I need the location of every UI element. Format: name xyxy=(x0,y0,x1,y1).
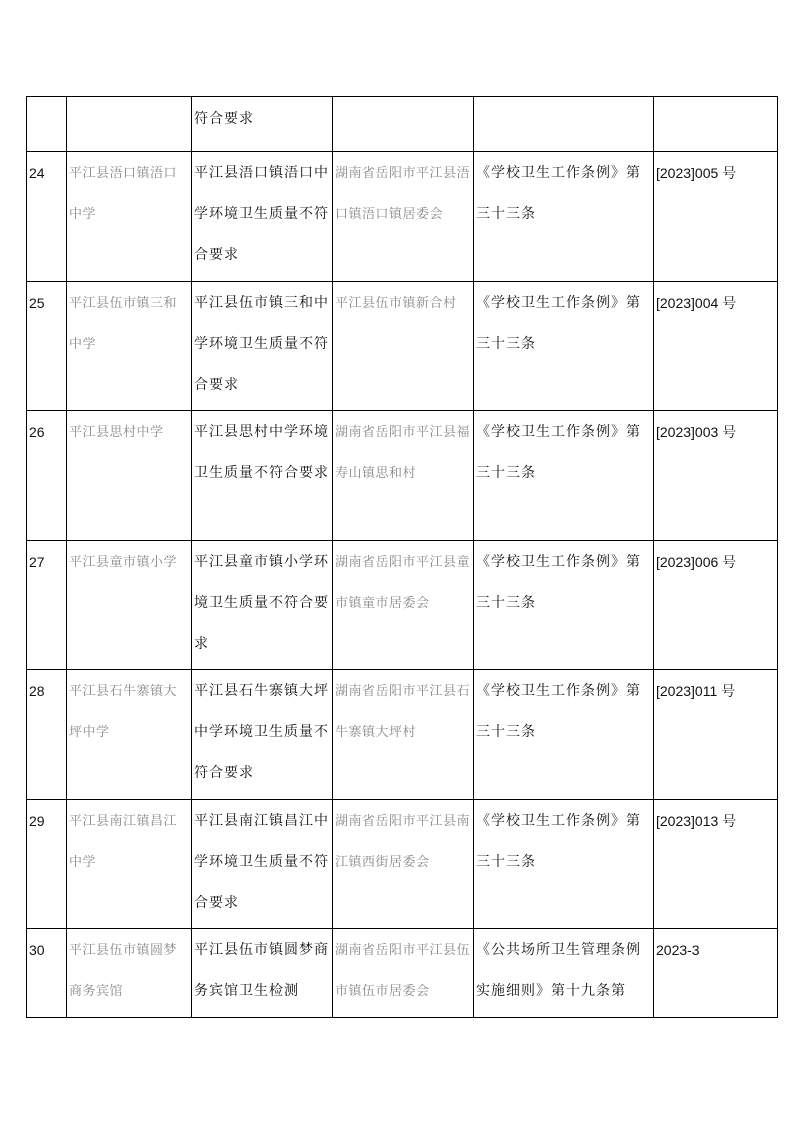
cell-address xyxy=(333,97,474,152)
cell-basis: 《学校卫生工作条例》第三十三条 xyxy=(474,411,654,541)
cell-address: 湖南省岳阳市平江县伍市镇伍市居委会 xyxy=(333,929,474,1018)
cell-doc: [2023]006 号 xyxy=(654,541,778,670)
cell-issue: 符合要求 xyxy=(192,97,333,152)
cell-name: 平江县石牛寨镇大坪中学 xyxy=(67,670,192,800)
cell-address: 湖南省岳阳市平江县福寿山镇思和村 xyxy=(333,411,474,541)
cell-address: 湖南省岳阳市平江县石牛寨镇大坪村 xyxy=(333,670,474,800)
cell-issue: 平江县南江镇昌江中学环境卫生质量不符合要求 xyxy=(192,800,333,929)
cell-doc: [2023]005 号 xyxy=(654,152,778,282)
cell-name: 平江县童市镇小学 xyxy=(67,541,192,670)
cell-name xyxy=(67,97,192,152)
cell-doc: [2023]003 号 xyxy=(654,411,778,541)
table-row xyxy=(27,282,778,411)
cell-issue: 平江县伍市镇三和中学环境卫生质量不符合要求 xyxy=(192,282,333,411)
cell-name: 平江县伍市镇圆梦商务宾馆 xyxy=(67,929,192,1018)
cell-address: 湖南省岳阳市平江县童市镇童市居委会 xyxy=(333,541,474,670)
cell-issue: 平江县石牛寨镇大坪中学环境卫生质量不符合要求 xyxy=(192,670,333,800)
cell-basis: 《公共场所卫生管理条例实施细则》第十九条第 xyxy=(474,929,654,1018)
cell-no: 24 xyxy=(27,152,67,282)
table-row xyxy=(27,97,778,152)
cell-basis: 《学校卫生工作条例》第三十三条 xyxy=(474,800,654,929)
cell-basis: 《学校卫生工作条例》第三十三条 xyxy=(474,152,654,282)
cell-no: 25 xyxy=(27,282,67,411)
cell-doc xyxy=(654,97,778,152)
cell-no: 27 xyxy=(27,541,67,670)
cell-address: 湖南省岳阳市平江县南江镇西街居委会 xyxy=(333,800,474,929)
cell-no xyxy=(27,97,67,152)
cell-no: 28 xyxy=(27,670,67,800)
cell-issue: 平江县伍市镇圆梦商务宾馆卫生检测 xyxy=(192,929,333,1018)
cell-name: 平江县伍市镇三和中学 xyxy=(67,282,192,411)
cell-basis: 《学校卫生工作条例》第三十三条 xyxy=(474,670,654,800)
penalty-table xyxy=(26,96,778,1018)
table-row xyxy=(27,411,778,541)
cell-no: 26 xyxy=(27,411,67,541)
cell-doc: [2023]004 号 xyxy=(654,282,778,411)
cell-name: 平江县浯口镇浯口中学 xyxy=(67,152,192,282)
cell-doc: 2023-3 xyxy=(654,929,778,1018)
table-row xyxy=(27,152,778,282)
cell-name: 平江县南江镇昌江中学 xyxy=(67,800,192,929)
table-row xyxy=(27,800,778,929)
table-row xyxy=(27,541,778,670)
cell-no: 29 xyxy=(27,800,67,929)
cell-doc: [2023]011 号 xyxy=(654,670,778,800)
cell-basis: 《学校卫生工作条例》第三十三条 xyxy=(474,541,654,670)
table-row xyxy=(27,929,778,1018)
cell-no: 30 xyxy=(27,929,67,1018)
table-row xyxy=(27,670,778,800)
cell-name: 平江县思村中学 xyxy=(67,411,192,541)
cell-issue: 平江县思村中学环境卫生质量不符合要求 xyxy=(192,411,333,541)
cell-issue: 平江县童市镇小学环境卫生质量不符合要求 xyxy=(192,541,333,670)
cell-basis: 《学校卫生工作条例》第三十三条 xyxy=(474,282,654,411)
cell-issue: 平江县浯口镇浯口中学环境卫生质量不符合要求 xyxy=(192,152,333,282)
cell-basis xyxy=(474,97,654,152)
cell-address: 湖南省岳阳市平江县浯口镇浯口镇居委会 xyxy=(333,152,474,282)
cell-address: 平江县伍市镇新合村 xyxy=(333,282,474,411)
cell-doc: [2023]013 号 xyxy=(654,800,778,929)
